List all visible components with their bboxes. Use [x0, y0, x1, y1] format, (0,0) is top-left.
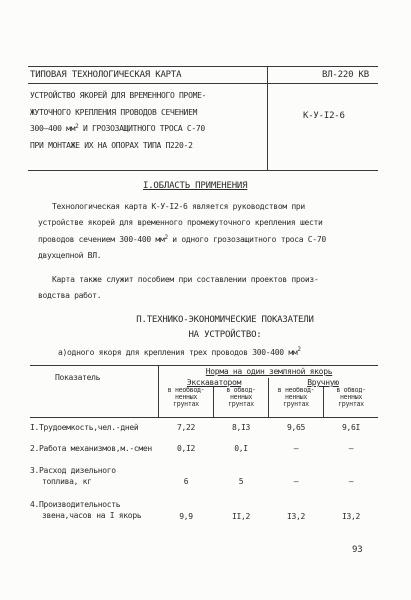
table-norm-header: Норма на один земляной якорь	[205, 367, 333, 376]
table-row-label: 3.Расход дизельного топлива, кг	[30, 466, 116, 486]
table-cell: 9,6I	[341, 423, 361, 432]
table-cell: II,2	[231, 512, 251, 521]
header-mid-rule	[28, 83, 378, 84]
section2-heading: П.ТЕХНИКО-ЭКОНОМИЧЕСКИЕ ПОКАЗАТЕЛИ НА УСТРОЙСТВО:	[136, 315, 314, 340]
table-subcol-4: в обвод- ненных грунтах	[336, 386, 366, 408]
card-number: К-У-I2-6	[303, 111, 345, 121]
table-group-manual: Вручную	[307, 378, 339, 387]
table-cell: 6	[183, 477, 189, 486]
header-bottom-rule	[28, 170, 378, 171]
section1-paragraph: Технологическая карта К-У-I2-6 является руководством при устройстве якорей для временного промежуточного крепления шести проводов сечением 300-400 $мм^2$ и одного грозозащитного троса С-70 двухцепной ВЛ.	[38, 202, 326, 260]
table-header-rule	[30, 417, 378, 418]
section2-subheading: а)одного якоря для крепления трех проводов 300-400 $мм^2$	[58, 346, 301, 357]
table-cell: 7,22	[176, 423, 196, 432]
table-cell: –	[348, 477, 354, 486]
table-cell: 9,9	[179, 512, 193, 521]
table-row-label: 4.Производительность звена,часов на I якорь	[30, 500, 142, 520]
card-subject: УСТРОЙСТВО ЯКОРЕЙ ДЛЯ ВРЕМЕННОГО ПРОМЕ- ЖУТОЧНОГО КРЕПЛЕНИЯ ПРОВОДОВ СЕЧЕНИЕМ 300–400 $мм^2$ И ГРОЗОЗАЩИТНОГО ТРОСА С-70 ПРИ МОНТАЖЕ ИХ НА ОПОРАХ ТИПА П220-2	[30, 91, 207, 150]
header-top-rule	[28, 66, 378, 67]
section1-paragraph-2: Карта также служит пособием при составлении проектов произ- водства работ.	[38, 275, 319, 300]
table-subcol-2: в обвод- ненных грунтах	[226, 386, 256, 408]
table-cell: 5	[238, 477, 244, 486]
table-col-parameter: Показатель	[55, 373, 101, 382]
table-cell: I3,2	[341, 512, 361, 521]
table-cell: I3,2	[286, 512, 306, 521]
table-row-label: I.Трудоемкость,чел.-дней	[30, 423, 139, 432]
page-number: 93	[352, 545, 363, 555]
line-voltage-code: ВЛ-220 КВ	[322, 70, 369, 80]
table-cell: 8,I3	[231, 423, 251, 432]
table-subcol-1: в необвод- ненных грунтах	[167, 386, 205, 408]
table-top-rule	[30, 365, 378, 366]
card-type-title: ТИПОВАЯ ТЕХНОЛОГИЧЕСКАЯ КАРТА	[30, 70, 182, 80]
table-cell: –	[348, 444, 354, 453]
table-cell: –	[293, 444, 299, 453]
table-group-excavator: Экскаватором	[186, 378, 242, 387]
table-row-label: 2.Работа механизмов,м.-смен	[30, 444, 152, 453]
table-cell: 0,I	[234, 444, 248, 453]
table-cell: –	[293, 477, 299, 486]
table-subcol-3: в необвод- ненных грунтах	[277, 386, 315, 408]
table-cell: 0,I2	[176, 444, 196, 453]
table-cell: 9,65	[286, 423, 306, 432]
section1-heading: I.ОБЛАСТЬ ПРИМЕНЕНИЯ	[143, 181, 248, 191]
table-col-divider	[158, 365, 159, 417]
header-divider	[267, 66, 268, 170]
